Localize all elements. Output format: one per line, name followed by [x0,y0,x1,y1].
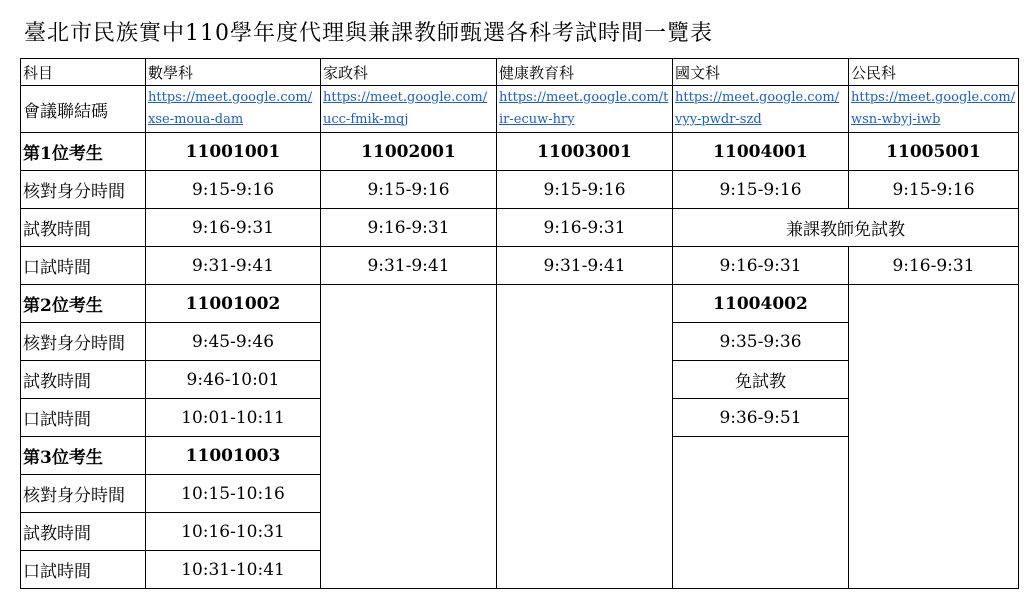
health-education-empty-block [497,285,673,589]
candidate2-chinese-id: 11004002 [673,285,849,323]
id-check-label: 核對身分時間 [21,323,146,361]
candidate1-oral-row [21,247,1019,285]
header-home-economics: 家政科 [321,59,497,86]
candidate1-label: 第1位考生 [21,133,146,171]
candidate2-math-id: 11001002 [146,285,321,323]
candidate3-math-id-check: 10:15-10:16 [146,475,321,513]
candidate3-label: 第3位考生 [21,437,146,475]
candidate1-math-trial: 9:16-9:31 [146,209,321,247]
candidate1-civics-oral: 9:16-9:31 [849,247,1019,285]
schedule-table [20,58,1019,589]
civics-empty-block [849,285,1019,589]
oral-label: 口試時間 [21,247,146,285]
candidate2-row [21,285,1019,323]
page-title: 臺北市民族實中110學年度代理與兼課教師甄選各科考試時間一覽表 [24,21,713,46]
home-economics-empty-block [321,285,497,589]
candidate2-math-oral: 10:01-10:11 [146,399,321,437]
oral-label: 口試時間 [21,399,146,437]
candidate1-trial-row [21,209,1019,247]
candidate1-home-economics-trial: 9:16-9:31 [321,209,497,247]
candidate1-health-education-oral: 9:31-9:41 [497,247,673,285]
candidate1-home-economics-id-check: 9:15-9:16 [321,171,497,209]
candidate2-chinese-id-check: 9:35-9:36 [673,323,849,361]
candidate1-health-education-id: 11003001 [497,133,673,171]
header-subject: 科目 [21,59,146,86]
chinese-meeting-link[interactable]: https://meet.google.com/vyy-pwdr-szd [673,86,849,133]
chinese-empty-block [673,437,849,589]
candidate1-health-education-trial: 9:16-9:31 [497,209,673,247]
candidate1-math-oral: 9:31-9:41 [146,247,321,285]
trial-label: 試教時間 [21,513,146,551]
id-check-label: 核對身分時間 [21,171,146,209]
meeting-link-row [21,86,1019,133]
oral-label: 口試時間 [21,551,146,589]
candidate1-civics-id-check: 9:15-9:16 [849,171,1019,209]
candidate1-row [21,133,1019,171]
id-check-label: 核對身分時間 [21,475,146,513]
header-civics: 公民科 [849,59,1019,86]
candidate2-math-trial: 9:46-10:01 [146,361,321,399]
candidate2-chinese-oral: 9:36-9:51 [673,399,849,437]
trial-label: 試教時間 [21,361,146,399]
candidate1-chinese-id: 11004001 [673,133,849,171]
candidate3-math-oral: 10:31-10:41 [146,551,321,589]
header-row [21,59,1019,86]
header-health-education: 健康教育科 [497,59,673,86]
civics-meeting-link[interactable]: https://meet.google.com/wsn-wbyj-iwb [849,86,1019,133]
trial-label: 試教時間 [21,209,146,247]
candidate3-math-trial: 10:16-10:31 [146,513,321,551]
part-time-no-trial-note: 兼課教師免試教 [673,209,1019,247]
home-economics-meeting-link[interactable]: https://meet.google.com/ucc-fmik-mqj [321,86,497,133]
candidate2-label: 第2位考生 [21,285,146,323]
candidate1-civics-id: 11005001 [849,133,1019,171]
candidate1-home-economics-id: 11002001 [321,133,497,171]
candidate1-math-id-check: 9:15-9:16 [146,171,321,209]
candidate1-chinese-oral: 9:16-9:31 [673,247,849,285]
meeting-link-label: 會議聯結碼 [21,86,146,133]
candidate2-math-id-check: 9:45-9:46 [146,323,321,361]
candidate1-chinese-id-check: 9:15-9:16 [673,171,849,209]
candidate3-math-id: 11001003 [146,437,321,475]
header-chinese: 國文科 [673,59,849,86]
candidate2-chinese-trial: 免試教 [673,361,849,399]
candidate1-health-education-id-check: 9:15-9:16 [497,171,673,209]
header-math: 數學科 [146,59,321,86]
candidate1-home-economics-oral: 9:31-9:41 [321,247,497,285]
math-meeting-link[interactable]: https://meet.google.com/xse-moua-dam [146,86,321,133]
candidate1-id-check-row [21,171,1019,209]
candidate1-math-id: 11001001 [146,133,321,171]
health-education-meeting-link[interactable]: https://meet.google.com/tir-ecuw-hry [497,86,673,133]
